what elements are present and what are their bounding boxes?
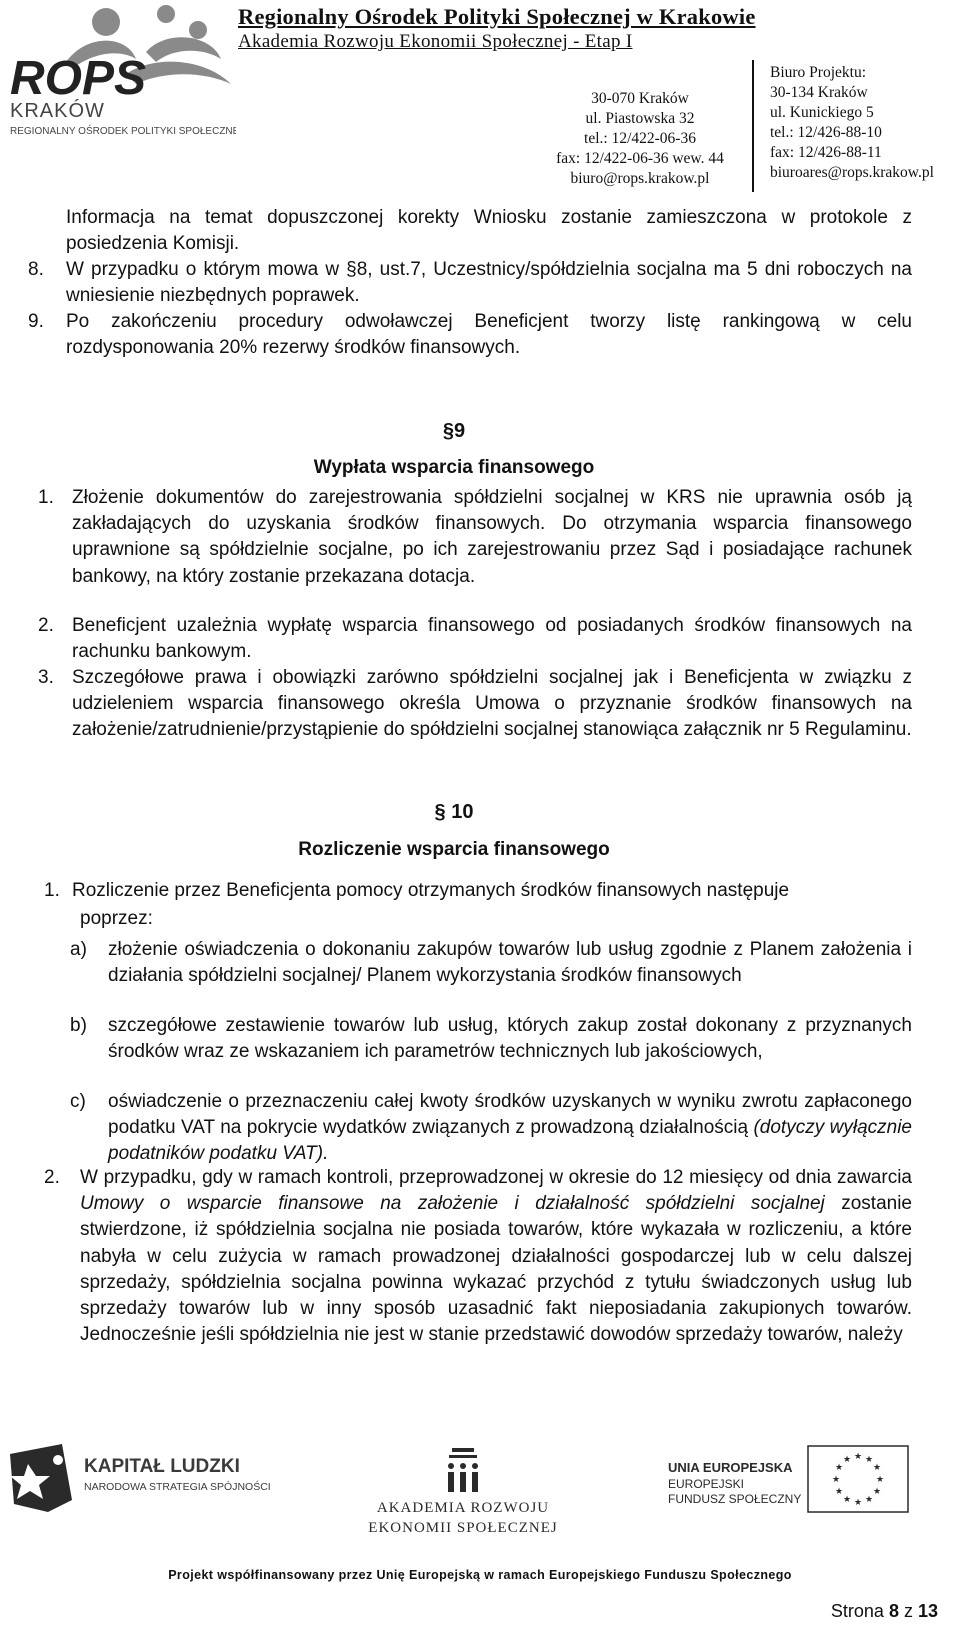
- page-number: Strona 8 z 13: [830, 1601, 938, 1621]
- org-title: Regionalny Ośrodek Polityki Społecznej w Krakowie: [238, 4, 756, 29]
- continuation-paragraph: Informacja na temat dopuszczonej korekty Wniosku zostanie zamieszczona w protokole z posiedzenia Komisji.: [66, 207, 912, 255]
- kapital-ludzki-title: KAPITAŁ LUDZKI: [84, 1456, 240, 1477]
- section-symbol-9: §9: [442, 420, 466, 442]
- svg-text:★: ★: [842, 1455, 852, 1465]
- svg-text:★: ★: [853, 1452, 863, 1462]
- svg-text:★: ★: [864, 1495, 874, 1505]
- section10-item-b: b) szczegółowe zestawienie towarów lub usług, których zakup został dokonany z przyznanych środków wraz ze wskazaniem ich parametrów technicznych lub jakościowych,: [70, 1015, 912, 1063]
- rops-logo: [6, 4, 236, 142]
- office-email[interactable]: biuro@rops.krakow.pl: [570, 170, 710, 187]
- footer-logos: [0, 1442, 960, 1558]
- eu-line-1: UNIA EUROPEJSKA: [668, 1460, 793, 1475]
- svg-text:★: ★: [864, 1455, 874, 1465]
- kapital-ludzki-subtitle: NARODOWA STRATEGIA SPÓJNOŚCI: [84, 1481, 271, 1493]
- svg-text:★: ★: [853, 1498, 863, 1508]
- project-subtitle: Akademia Rozwoju Ekonomii Społecznej - Etap I: [238, 31, 633, 52]
- ares-line-2: EKONOMII SPOŁECZNEJ: [368, 1520, 558, 1536]
- list-item-8: 8. W przypadku o którym mowa w §8, ust.7, Uczestnicy/spółdzielnia socjalna ma 5 dni roboczych na wniesienie niezbędnych poprawek.: [28, 259, 912, 307]
- svg-text:★: ★: [872, 1463, 882, 1473]
- section-heading-10: Rozliczenie wsparcia finansowego: [298, 839, 610, 860]
- svg-text:★: ★: [834, 1487, 844, 1497]
- footer-logos-graphic: [0, 1442, 960, 1558]
- svg-text:★: ★: [834, 1463, 844, 1473]
- svg-text:★: ★: [872, 1487, 882, 1497]
- project-email[interactable]: biuroares@rops.krakow.pl: [770, 164, 934, 181]
- section10-item-2: 2. W przypadku, gdy w ramach kontroli, przeprowadzonej w okresie do 12 miesięcy od dnia zawarcia Umowy o wsparcie finansowe na założenie i działalność spółdzielni socjalnej zostanie stwierdzone, iż spółdzielnia socjalna nie posiada towarów, które wykazała w rozliczeniu, a które nabyła w celu zużycia w ramach prowadzonej działalności gospodarczej lub w celu dalszej sprzedaży, spółdzielnia socjalna powinna wykazać przychód z tytułu świadczonych usług lub sprzedaży towarów lub w inny sposób uzasadnić fakt nieposiadania zakupionych towarów. Jednocześnie jeśli spółdzielnia nie jest w stanie przedstawić dowodów sprzedaży towarów, należy: [44, 1167, 913, 1346]
- svg-text:★: ★: [831, 1475, 841, 1485]
- ares-logo: [368, 1448, 557, 1536]
- rops-wordmark: ROPS: [10, 52, 147, 105]
- svg-text:KRAKÓW: KRAKÓW: [10, 100, 105, 122]
- section10-item-c: c) oświadczenie o przeznaczeniu całej kwoty środków uzyskanych w wyniku zwrotu zapłaconego podatku VAT na pokrycie wydatków związanych z prowadzoną działalnością (dotyczy wyłącznie podatników podatku VAT).: [70, 1091, 912, 1165]
- office-address: 30-070 Kraków ul. Piastowska 32 tel.: 12/422-06-36 fax: 12/422-06-36 wew. 44 biuro@rops.krakow.pl: [540, 89, 740, 189]
- eu-line-3: FUNDUSZ SPOŁECZNY: [668, 1492, 802, 1506]
- ares-line-1: AKADEMIA ROZWOJU: [376, 1500, 550, 1516]
- section9-item-1: 1. Złożenie dokumentów do zarejestrowania spółdzielni socjalnej w KRS nie uprawnia osób ją zakładających do uzyskania środków finansowych. Do otrzymania wsparcia finansowego uprawnione są spółdzielnie socjalne, po ich zarejestrowaniu przez Sąd i posiadające rachunek bankowy, na który zostanie przekazana dotacja.: [38, 487, 912, 587]
- svg-text:★: ★: [875, 1475, 885, 1485]
- eu-logo: [668, 1446, 908, 1512]
- svg-text:★: ★: [842, 1495, 852, 1505]
- section10-item-1: 1. Rozliczenie przez Beneficjenta pomocy otrzymanych środków finansowych następuje poprzez:: [44, 880, 790, 929]
- address-divider: [752, 60, 754, 192]
- eu-line-2: EUROPEJSKI: [668, 1477, 745, 1491]
- svg-text:REGIONALNY OŚRODEK POLITYKI SP: REGIONALNY OŚRODEK POLITYKI SPOŁECZNEJ: [10, 126, 236, 137]
- list-item-9: 9. Po zakończeniu procedury odwoławczej Beneficjent tworzy listę rankingową w celu rozdysponowania 20% rezerwy środków finansowych.: [28, 311, 912, 359]
- rops-logo-graphic: [6, 4, 236, 142]
- section10-item-a: a) złożenie oświadczenia o dokonaniu zakupów towarów lub usług zgodnie z Planem założenia i działania spółdzielni socjalnej/ Planem wykorzystania środków finansowych: [70, 939, 912, 987]
- section-heading-9: Wypłata wsparcia finansowego: [313, 457, 595, 478]
- kapital-ludzki-logo: [10, 1444, 271, 1512]
- section-symbol-10: § 10: [434, 801, 474, 823]
- section9-item-2: 2. Beneficjent uzależnia wypłatę wsparcia finansowego od posiadanych środków finansowych na rachunku bankowym.: [38, 615, 912, 663]
- project-office-address: Biuro Projektu: 30-134 Kraków ul. Kunickiego 5 tel.: 12/426-88-10 fax: 12/426-88-11 biuroares@rops.krakow.pl: [758, 63, 960, 183]
- footer-note: Projekt współfinansowany przez Unię Europejską w ramach Europejskiego Funduszu Społecznego: [168, 1568, 792, 1582]
- section9-item-3: 3. Szczegółowe prawa i obowiązki zarówno spółdzielni socjalnej jak i Beneficjenta w związku z udzieleniem wsparcia finansowego określa Umowa o przyznanie środków finansowych na założenie/zatrudnienie/przystąpienie do spółdzielni socjalnej stanowiąca załącznik nr 5 Regulaminu.: [38, 667, 912, 741]
